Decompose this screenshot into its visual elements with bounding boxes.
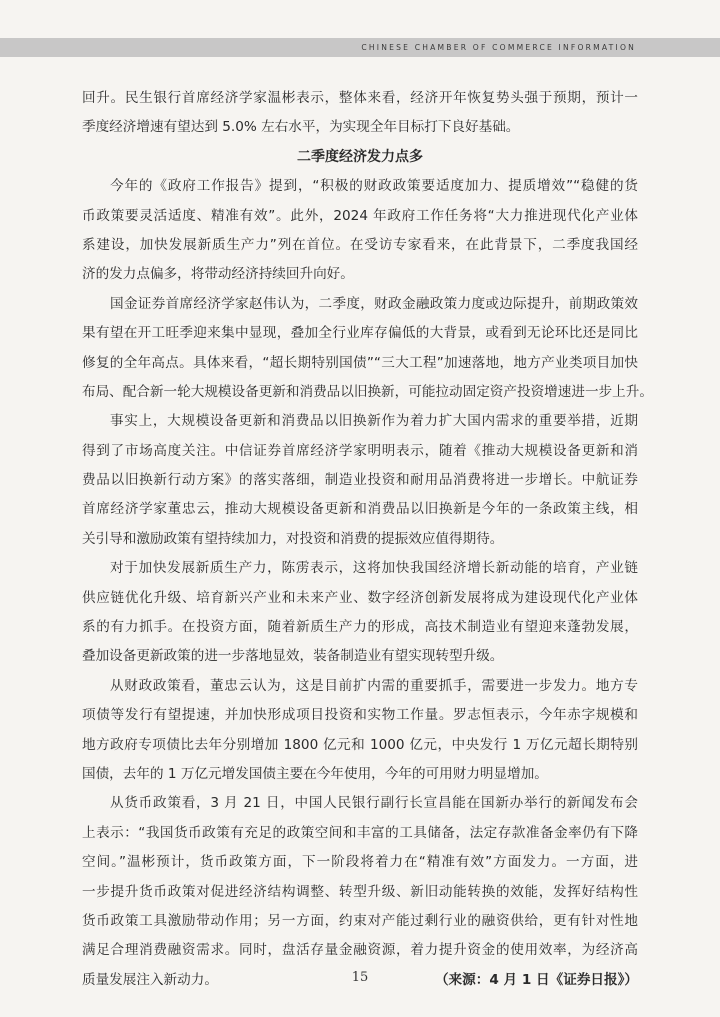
text-line: 地方政府专项债比去年分别增加 1800 亿元和 1000 亿元，中央发行 1 万亿元超长期特别 <box>82 736 638 753</box>
text-line: 布局、配合新一轮大规模设备更新和消费品以旧换新，可能拉动固定资产投资增速进一步上升。 <box>82 383 653 400</box>
text-line: 事实上，大规模设备更新和消费品以旧换新作为着力扩大国内需求的重要举措，近期 <box>110 413 638 430</box>
text-line: 币政策要灵活适度、精准有效”。此外，2024 年政府工作任务将“大力推进现代化产业体 <box>82 207 638 224</box>
text-line: 一步提升货币政策对促进经济结构调整、转型升级、新旧动能转换的效能，发挥好结构性 <box>82 883 638 900</box>
header-bar <box>0 38 720 57</box>
text-line: 修复的全年高点。具体来看，“超长期特别国债”“三大工程”加速落地，地方产业类项目加快 <box>82 354 638 371</box>
text-line: 今年的《政府工作报告》提到，“积极的财政政策要适度加力、提质增效”“稳健的货 <box>110 178 638 195</box>
text-line: 首席经济学家董忠云，推动大规模设备更新和消费品以旧换新是今年的一条政策主线，相 <box>82 501 638 518</box>
text-line: 对于加快发展新质生产力，陈雳表示，这将加快我国经济增长新动能的培育，产业链 <box>110 560 638 577</box>
text-line: 季度经济增速有望达到 5.0% 左右水平，为实现全年目标打下良好基础。 <box>82 119 520 136</box>
text-line: 空间。”温彬预计，货币政策方面，下一阶段将着力在“精准有效”方面发力。一方面，进 <box>82 854 638 871</box>
page-number: 15 <box>351 970 369 985</box>
text-line: 质量发展注入新动力。 <box>82 971 218 988</box>
text-line: 系的有力抓手。在投资方面，随着新质生产力的形成，高技术制造业有望迎来蓬勃发展， <box>82 619 638 636</box>
text-line: 系建设，加快发展新质生产力”列在首位。在受访专家看来，在此背景下，二季度我国经 <box>82 236 638 253</box>
text-line: 货币政策工具激励带动作用；另一方面，约束对产能过剩行业的融资供给，更有针对性地 <box>82 912 638 929</box>
text-line: 国债，去年的 1 万亿元增发国债主要在今年使用，今年的可用财力明显增加。 <box>82 765 548 782</box>
section-heading: 二季度经济发力点多 <box>297 148 423 165</box>
text-line: 关引导和激励政策有望持续加力，对投资和消费的提振效应值得期待。 <box>82 530 504 547</box>
text-line: 从货币政策看，3 月 21 日，中国人民银行副行长宣昌能在国新办举行的新闻发布会 <box>110 795 638 812</box>
text-line: 供应链优化升级、培育新兴产业和未来产业、数字经济创新发展将成为建设现代化产业体 <box>82 589 638 606</box>
text-line: 费品以旧换新行动方案》的落实落细，制造业投资和耐用品消费将进一步增长。中航证券 <box>82 472 638 489</box>
source-citation: （来源：4 月 1 日《证券日报》） <box>434 971 638 988</box>
article-body <box>82 84 653 995</box>
text-line: 济的发力点偏多，将带动经济持续回升向好。 <box>82 266 354 283</box>
text-line: 上表示：“我国货币政策有充足的政策空间和丰富的工具储备，法定存款准备金率仍有下降 <box>82 824 638 841</box>
text-line: 回升。民生银行首席经济学家温彬表示，整体来看，经济开年恢复势头强于预期，预计一 <box>82 90 638 106</box>
text-line: 叠加设备更新政策的进一步落地显效，装备制造业有望实现转型升级。 <box>82 648 504 665</box>
header-text: CHINESE CHAMBER OF COMMERCE INFORMATION <box>361 43 636 52</box>
text-line: 满足合理消费融资需求。同时，盘活存量金融资源，着力提升资金的使用效率，为经济高 <box>82 942 638 959</box>
text-line: 国金证券首席经济学家赵伟认为，二季度，财政金融政策力度或边际提升，前期政策效 <box>110 295 638 312</box>
text-line: 项债等发行有望提速，并加快形成项目投资和实物工作量。罗志恒表示，今年赤字规模和 <box>82 707 638 724</box>
text-line: 从财政政策看，董忠云认为，这是目前扩内需的重要抓手，需要进一步发力。地方专 <box>110 677 638 694</box>
text-line: 果有望在开工旺季迎来集中显现，叠加全行业库存偏低的大背景，或看到无论环比还是同比 <box>82 325 638 342</box>
text-line: 得到了市场高度关注。中信证券首席经济学家明明表示，随着《推动大规模设备更新和消 <box>82 442 638 459</box>
